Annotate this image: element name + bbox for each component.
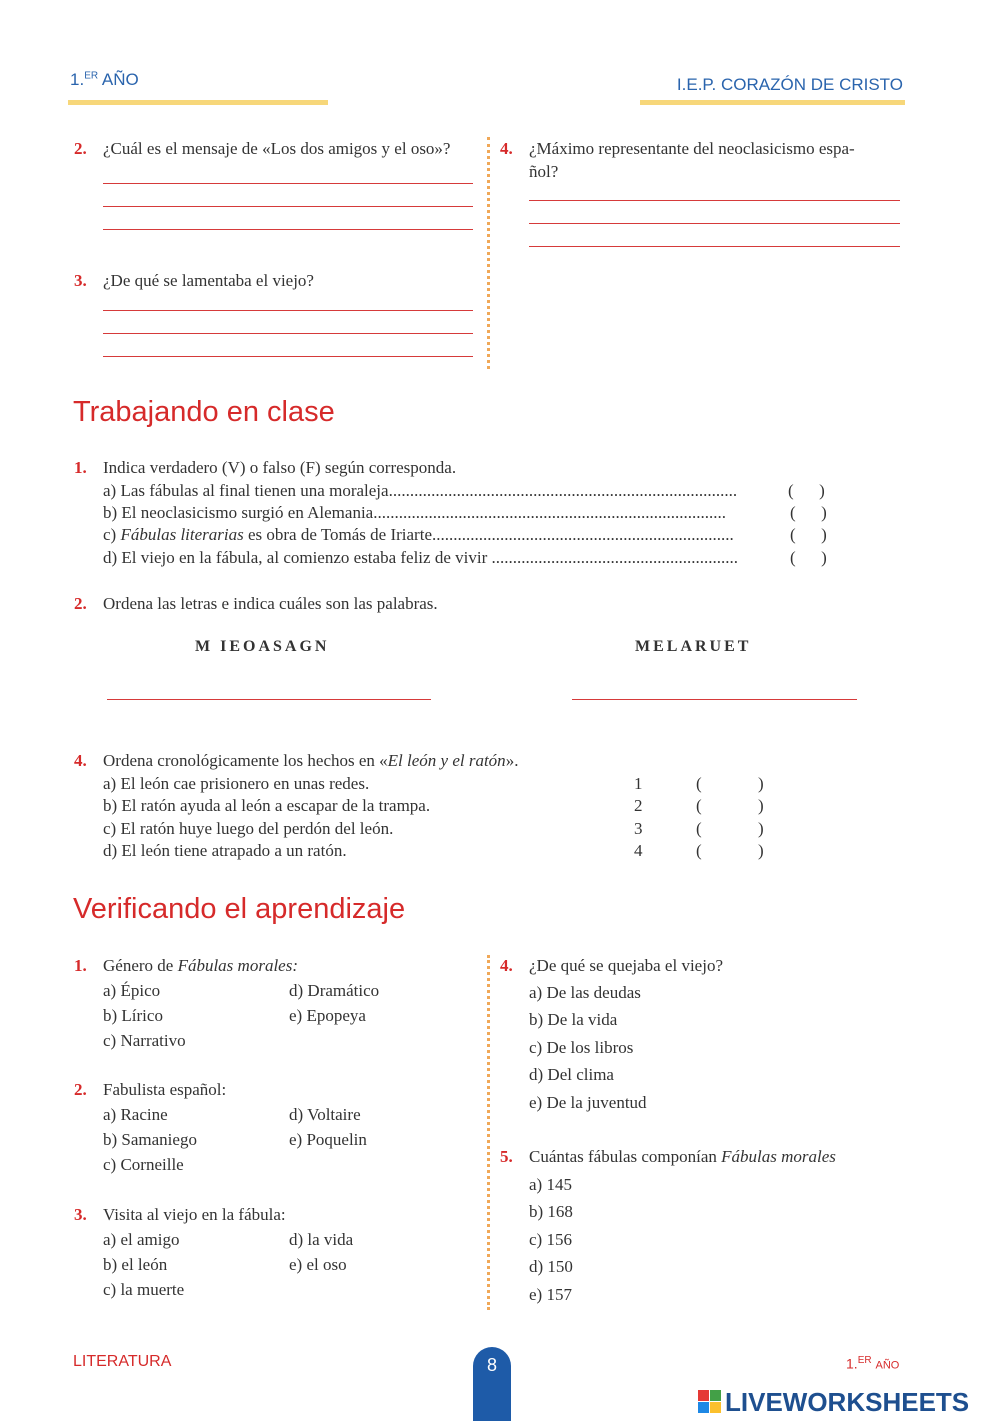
tf-answer-box[interactable]: ( ) (788, 481, 825, 500)
header-grade: 1.$^{ER}$ AÑO (70, 70, 139, 89)
option[interactable]: d) 150 (529, 1257, 573, 1276)
order-answer-open[interactable]: ( (696, 819, 702, 838)
option[interactable]: c) De los libros (529, 1038, 634, 1057)
question-number: 1. (74, 458, 87, 477)
question-number: 4. (74, 751, 87, 770)
page-number: 8 (486, 1355, 497, 1375)
order-item: b) El ratón ayuda al león a escapar de la trampa. (103, 796, 431, 815)
question-number: 4. (500, 956, 513, 975)
tf-item: a) Las fábulas al final tienen una moraleja.................................................................................. (103, 481, 738, 500)
order-item: d) El león tiene atrapado a un ratón. (103, 841, 347, 860)
option[interactable]: b) De la vida (529, 1010, 618, 1029)
tf-item: d) El viejo en la fábula, al comienzo estaba feliz de vivir .......................................................... (103, 548, 738, 567)
header-school: I.E.P. CORAZÓN DE CRISTO (676, 75, 903, 94)
question-number: 2. (74, 594, 87, 613)
column-divider (487, 955, 490, 1310)
scrambled-word: M IEOASAGN (195, 638, 330, 655)
question-text-line1: ¿Máximo representante del neoclasicismo espa- (529, 139, 855, 158)
question-text-line2: ñol? (529, 162, 559, 181)
option[interactable]: b) el león (103, 1255, 168, 1274)
question-text: Indica verdadero (V) o falso (F) según corresponda. (103, 458, 457, 477)
question-number: 4. (500, 139, 513, 158)
option[interactable]: c) la muerte (103, 1280, 185, 1299)
option[interactable]: d) Dramático (289, 981, 380, 1000)
tf-answer-box[interactable]: ( ) (790, 503, 827, 522)
option[interactable]: d) Voltaire (289, 1105, 361, 1124)
logo-text: LIVEWORKSHEETS (725, 1387, 970, 1417)
question-text: Fabulista español: (103, 1080, 227, 1099)
order-answer-close: ) (758, 819, 764, 838)
question-number: 2. (74, 139, 87, 158)
option[interactable]: a) 145 (529, 1175, 572, 1194)
option[interactable]: d) la vida (289, 1230, 354, 1249)
question-text: ¿De qué se quejaba el viejo? (529, 956, 723, 975)
question-number: 3. (74, 1205, 87, 1224)
order-answer-open[interactable]: ( (696, 841, 702, 860)
order-item: a) El león cae prisionero en unas redes. (103, 774, 370, 793)
section-title: Verificando el aprendizaje (73, 893, 406, 925)
question-number: 3. (74, 271, 87, 290)
answer-line[interactable] (529, 223, 900, 224)
order-answer-close: ) (758, 774, 764, 793)
question-text: ¿Cuál es el mensaje de «Los dos amigos y el oso»? (103, 139, 451, 158)
order-number: 3 (634, 819, 643, 838)
answer-line[interactable] (529, 246, 900, 247)
question-number: 5. (500, 1147, 513, 1166)
question-text: Cuántas fábulas componían Fábulas morales (529, 1147, 836, 1166)
tf-item: c) Fábulas literarias es obra de Tomás de Iriarte....................................................................... (103, 525, 734, 544)
answer-line[interactable] (107, 699, 431, 700)
order-answer-close: ) (758, 796, 764, 815)
option[interactable]: d) Del clima (529, 1065, 614, 1084)
column-divider (487, 137, 490, 369)
logo-blocks-icon (698, 1390, 722, 1414)
answer-line[interactable] (103, 183, 473, 184)
option[interactable]: c) Corneille (103, 1155, 184, 1174)
option[interactable]: b) Lírico (103, 1006, 163, 1025)
footer-grade: 1.$^{ER}$ AÑO (846, 1355, 900, 1372)
tf-item: b) El neoclasicismo surgió en Alemania................................................................................... (103, 503, 726, 522)
answer-line[interactable] (103, 333, 473, 334)
option[interactable]: a) Racine (103, 1105, 168, 1124)
liveworksheets-logo[interactable] (698, 1388, 998, 1416)
answer-line[interactable] (103, 206, 473, 207)
question-text: ¿De qué se lamentaba el viejo? (103, 271, 314, 290)
option[interactable]: a) Épico (103, 981, 161, 1000)
header-left-bar (68, 100, 328, 105)
option[interactable]: b) 168 (529, 1202, 573, 1221)
question-text: Visita al viejo en la fábula: (103, 1205, 286, 1224)
answer-line[interactable] (572, 699, 857, 700)
option[interactable]: a) el amigo (103, 1230, 180, 1249)
question-number: 2. (74, 1080, 87, 1099)
order-answer-open[interactable]: ( (696, 796, 702, 815)
option[interactable]: e) Poquelin (289, 1130, 367, 1149)
option[interactable]: c) Narrativo (103, 1031, 186, 1050)
question-text: Ordena las letras e indica cuáles son las palabras. (103, 594, 438, 613)
order-number: 4 (634, 841, 643, 860)
option[interactable]: b) Samaniego (103, 1130, 197, 1149)
option[interactable]: e) el oso (289, 1255, 347, 1274)
answer-line[interactable] (103, 229, 473, 230)
option[interactable]: e) 157 (529, 1285, 572, 1304)
question-text: Género de Fábulas morales: (103, 956, 298, 975)
tf-answer-box[interactable]: ( ) (790, 525, 827, 544)
order-answer-close: ) (758, 841, 764, 860)
answer-line[interactable] (529, 200, 900, 201)
question-text: Ordena cronológicamente los hechos en «El león y el ratón». (103, 751, 519, 770)
order-item: c) El ratón huye luego del perdón del león. (103, 819, 394, 838)
order-number: 2 (634, 796, 643, 815)
scrambled-word: MELARUET (635, 638, 752, 655)
header-right-bar (640, 100, 905, 105)
option[interactable]: a) De las deudas (529, 983, 641, 1002)
section-title: Trabajando en clase (73, 396, 335, 428)
tf-answer-box[interactable]: ( ) (790, 548, 827, 567)
order-answer-open[interactable]: ( (696, 774, 702, 793)
footer-subject: LITERATURA (73, 1353, 172, 1370)
page-number-badge (473, 1347, 511, 1421)
question-number: 1. (74, 956, 87, 975)
option[interactable]: e) Epopeya (289, 1006, 366, 1025)
order-number: 1 (634, 774, 643, 793)
option[interactable]: e) De la juventud (529, 1093, 647, 1112)
option[interactable]: c) 156 (529, 1230, 572, 1249)
answer-line[interactable] (103, 356, 473, 357)
answer-line[interactable] (103, 310, 473, 311)
